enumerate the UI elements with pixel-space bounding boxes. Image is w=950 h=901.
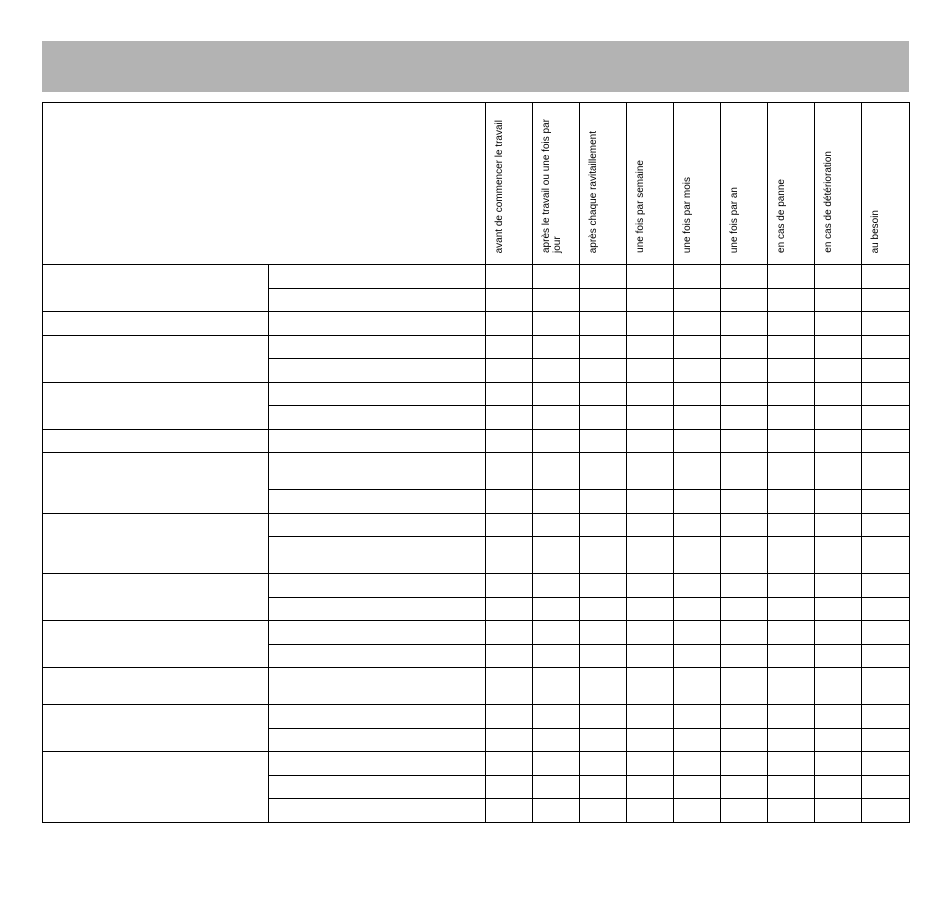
schedule-check-cell [815, 513, 862, 537]
schedule-check-cell [486, 752, 533, 776]
header-blank-cell [43, 103, 486, 265]
schedule-check-cell [533, 288, 580, 312]
schedule-check-cell [533, 728, 580, 752]
sub-item-cell [269, 537, 486, 574]
schedule-check-cell [580, 775, 627, 799]
schedule-check-cell [627, 288, 674, 312]
schedule-check-cell [580, 429, 627, 453]
schedule-check-cell [862, 288, 910, 312]
schedule-check-cell [862, 359, 910, 383]
schedule-check-cell [533, 597, 580, 621]
schedule-check-cell [862, 752, 910, 776]
schedule-check-cell [580, 453, 627, 490]
sub-item-cell [269, 705, 486, 729]
title-banner [42, 41, 909, 92]
schedule-check-cell [768, 359, 815, 383]
schedule-check-cell [486, 668, 533, 705]
sub-item-cell [269, 453, 486, 490]
schedule-check-cell [627, 668, 674, 705]
schedule-check-cell [721, 799, 768, 823]
schedule-check-cell [674, 728, 721, 752]
schedule-check-cell [768, 312, 815, 336]
schedule-check-cell [580, 265, 627, 289]
schedule-check-cell [815, 668, 862, 705]
item-group-cell [43, 752, 269, 823]
sub-item-cell [269, 359, 486, 383]
schedule-check-cell [721, 288, 768, 312]
schedule-check-cell [862, 799, 910, 823]
schedule-check-cell [815, 453, 862, 490]
schedule-check-cell [674, 429, 721, 453]
schedule-check-cell [580, 597, 627, 621]
schedule-check-cell [533, 513, 580, 537]
schedule-check-cell [862, 621, 910, 645]
column-header: après le travail ou une fois par jour [533, 103, 580, 265]
schedule-check-cell [533, 621, 580, 645]
schedule-check-cell [486, 705, 533, 729]
sub-item-cell [269, 513, 486, 537]
sub-item-cell [269, 382, 486, 406]
schedule-check-cell [486, 490, 533, 514]
schedule-check-cell [862, 312, 910, 336]
schedule-check-cell [815, 537, 862, 574]
schedule-check-cell [721, 644, 768, 668]
schedule-check-cell [768, 265, 815, 289]
table-row [43, 265, 910, 289]
item-group-cell [43, 312, 269, 336]
item-group-cell [43, 513, 269, 573]
schedule-check-cell [815, 597, 862, 621]
item-group-cell [43, 705, 269, 752]
sub-item-cell [269, 752, 486, 776]
schedule-check-cell [721, 705, 768, 729]
schedule-check-cell [533, 490, 580, 514]
schedule-check-cell [815, 490, 862, 514]
schedule-check-cell [486, 335, 533, 359]
schedule-check-cell [627, 752, 674, 776]
table-row [43, 752, 910, 776]
schedule-check-cell [486, 597, 533, 621]
sub-item-cell [269, 668, 486, 705]
header-row [43, 103, 910, 265]
schedule-check-cell [580, 574, 627, 598]
schedule-check-cell [862, 490, 910, 514]
schedule-check-cell [721, 312, 768, 336]
schedule-check-cell [533, 574, 580, 598]
schedule-check-cell [862, 705, 910, 729]
schedule-check-cell [580, 728, 627, 752]
schedule-check-cell [674, 621, 721, 645]
schedule-check-cell [768, 644, 815, 668]
schedule-check-cell [674, 265, 721, 289]
schedule-check-cell [815, 265, 862, 289]
schedule-check-cell [674, 406, 721, 430]
table-row [43, 574, 910, 598]
schedule-check-cell [533, 406, 580, 430]
schedule-check-cell [674, 359, 721, 383]
table-row [43, 382, 910, 406]
schedule-check-cell [721, 335, 768, 359]
item-group-cell [43, 382, 269, 429]
schedule-check-cell [486, 513, 533, 537]
schedule-check-cell [768, 752, 815, 776]
schedule-check-cell [862, 406, 910, 430]
schedule-check-cell [627, 490, 674, 514]
schedule-check-cell [627, 265, 674, 289]
schedule-check-cell [674, 335, 721, 359]
schedule-check-cell [627, 382, 674, 406]
schedule-check-cell [815, 382, 862, 406]
schedule-check-cell [486, 288, 533, 312]
item-group-cell [43, 621, 269, 668]
schedule-check-cell [815, 799, 862, 823]
schedule-check-cell [768, 537, 815, 574]
schedule-check-cell [768, 775, 815, 799]
schedule-check-cell [627, 621, 674, 645]
schedule-check-cell [768, 597, 815, 621]
schedule-check-cell [815, 429, 862, 453]
table-row [43, 453, 910, 490]
schedule-check-cell [768, 288, 815, 312]
schedule-check-cell [674, 453, 721, 490]
schedule-check-cell [721, 406, 768, 430]
schedule-check-cell [815, 752, 862, 776]
schedule-check-cell [674, 668, 721, 705]
schedule-check-cell [580, 490, 627, 514]
table-row [43, 312, 910, 336]
schedule-check-cell [674, 705, 721, 729]
schedule-check-cell [486, 312, 533, 336]
schedule-check-cell [862, 775, 910, 799]
schedule-check-cell [674, 574, 721, 598]
schedule-check-cell [486, 644, 533, 668]
sub-item-cell [269, 312, 486, 336]
schedule-check-cell [533, 799, 580, 823]
schedule-check-cell [627, 728, 674, 752]
item-group-cell [43, 429, 269, 453]
schedule-check-cell [862, 644, 910, 668]
schedule-check-cell [862, 728, 910, 752]
schedule-check-cell [627, 799, 674, 823]
schedule-check-cell [627, 429, 674, 453]
schedule-check-cell [815, 359, 862, 383]
item-group-cell [43, 668, 269, 705]
sub-item-cell [269, 597, 486, 621]
schedule-check-cell [768, 621, 815, 645]
schedule-check-cell [533, 775, 580, 799]
schedule-check-cell [486, 537, 533, 574]
table-row [43, 705, 910, 729]
maintenance-schedule-table [42, 102, 910, 823]
schedule-check-cell [721, 359, 768, 383]
schedule-check-cell [862, 597, 910, 621]
schedule-check-cell [580, 537, 627, 574]
schedule-check-cell [580, 668, 627, 705]
schedule-check-cell [580, 621, 627, 645]
schedule-check-cell [674, 312, 721, 336]
schedule-check-cell [533, 644, 580, 668]
schedule-check-cell [533, 312, 580, 336]
schedule-check-cell [627, 574, 674, 598]
schedule-check-cell [674, 537, 721, 574]
schedule-check-cell [674, 799, 721, 823]
schedule-check-cell [862, 265, 910, 289]
schedule-check-cell [815, 312, 862, 336]
schedule-check-cell [486, 775, 533, 799]
table-row [43, 513, 910, 537]
schedule-check-cell [486, 429, 533, 453]
schedule-check-cell [627, 406, 674, 430]
schedule-check-cell [721, 453, 768, 490]
schedule-check-cell [721, 621, 768, 645]
schedule-check-cell [486, 574, 533, 598]
table-row [43, 621, 910, 645]
schedule-check-cell [721, 752, 768, 776]
schedule-check-cell [486, 453, 533, 490]
schedule-check-cell [580, 644, 627, 668]
schedule-check-cell [674, 513, 721, 537]
schedule-check-cell [627, 312, 674, 336]
sub-item-cell [269, 490, 486, 514]
schedule-check-cell [815, 574, 862, 598]
schedule-check-cell [721, 382, 768, 406]
schedule-check-cell [862, 453, 910, 490]
schedule-check-cell [862, 382, 910, 406]
column-header: avant de commencer le travail [486, 103, 533, 265]
column-header: une fois par mois [674, 103, 721, 265]
schedule-check-cell [580, 406, 627, 430]
schedule-check-cell [533, 359, 580, 383]
schedule-check-cell [768, 335, 815, 359]
schedule-check-cell [627, 537, 674, 574]
schedule-check-cell [768, 799, 815, 823]
schedule-check-cell [580, 799, 627, 823]
sub-item-cell [269, 574, 486, 598]
table-row [43, 335, 910, 359]
schedule-check-cell [721, 537, 768, 574]
schedule-check-cell [862, 429, 910, 453]
schedule-check-cell [533, 265, 580, 289]
schedule-check-cell [533, 382, 580, 406]
column-header: après chaque ravitaillement [580, 103, 627, 265]
schedule-check-cell [721, 574, 768, 598]
schedule-check-cell [768, 513, 815, 537]
schedule-check-cell [627, 335, 674, 359]
schedule-check-cell [721, 597, 768, 621]
item-group-cell [43, 453, 269, 513]
schedule-check-cell [768, 453, 815, 490]
schedule-check-cell [815, 288, 862, 312]
table-row [43, 429, 910, 453]
sub-item-cell [269, 265, 486, 289]
schedule-check-cell [721, 265, 768, 289]
schedule-check-cell [768, 728, 815, 752]
item-group-cell [43, 335, 269, 382]
sub-item-cell [269, 335, 486, 359]
schedule-check-cell [486, 406, 533, 430]
schedule-check-cell [815, 705, 862, 729]
sub-item-cell [269, 406, 486, 430]
column-header: une fois par semaine [627, 103, 674, 265]
item-group-cell [43, 574, 269, 621]
schedule-check-cell [580, 288, 627, 312]
sub-item-cell [269, 799, 486, 823]
schedule-check-cell [627, 453, 674, 490]
schedule-check-cell [627, 597, 674, 621]
schedule-check-cell [721, 513, 768, 537]
schedule-check-cell [533, 668, 580, 705]
schedule-check-cell [815, 775, 862, 799]
column-header: en cas de détérioration [815, 103, 862, 265]
schedule-check-cell [580, 312, 627, 336]
schedule-check-cell [721, 775, 768, 799]
schedule-check-cell [768, 574, 815, 598]
schedule-check-cell [674, 288, 721, 312]
schedule-check-cell [486, 799, 533, 823]
schedule-check-cell [627, 644, 674, 668]
schedule-check-cell [862, 513, 910, 537]
schedule-check-cell [486, 382, 533, 406]
schedule-check-cell [815, 728, 862, 752]
schedule-check-cell [768, 429, 815, 453]
schedule-check-cell [627, 775, 674, 799]
schedule-check-cell [815, 406, 862, 430]
sub-item-cell [269, 644, 486, 668]
schedule-check-cell [627, 359, 674, 383]
schedule-check-cell [768, 406, 815, 430]
schedule-check-cell [533, 752, 580, 776]
sub-item-cell [269, 728, 486, 752]
schedule-check-cell [674, 382, 721, 406]
schedule-check-cell [768, 668, 815, 705]
schedule-check-cell [768, 490, 815, 514]
table-body [43, 265, 910, 823]
column-header: une fois par an [721, 103, 768, 265]
schedule-check-cell [721, 429, 768, 453]
schedule-check-cell [580, 335, 627, 359]
schedule-check-cell [862, 668, 910, 705]
column-header: en cas de panne [768, 103, 815, 265]
schedule-check-cell [674, 775, 721, 799]
schedule-check-cell [721, 668, 768, 705]
schedule-check-cell [674, 597, 721, 621]
schedule-check-cell [580, 752, 627, 776]
schedule-check-cell [815, 621, 862, 645]
schedule-check-cell [533, 429, 580, 453]
schedule-check-cell [815, 644, 862, 668]
table-row [43, 668, 910, 705]
schedule-check-cell [674, 490, 721, 514]
schedule-check-cell [674, 644, 721, 668]
sub-item-cell [269, 429, 486, 453]
schedule-check-cell [580, 705, 627, 729]
schedule-check-cell [862, 335, 910, 359]
schedule-check-cell [627, 513, 674, 537]
schedule-check-cell [768, 705, 815, 729]
schedule-check-cell [533, 335, 580, 359]
schedule-check-cell [580, 359, 627, 383]
schedule-check-cell [533, 705, 580, 729]
schedule-check-cell [721, 490, 768, 514]
schedule-check-cell [768, 382, 815, 406]
sub-item-cell [269, 775, 486, 799]
schedule-check-cell [486, 621, 533, 645]
schedule-check-cell [486, 359, 533, 383]
schedule-check-cell [862, 574, 910, 598]
schedule-check-cell [862, 537, 910, 574]
schedule-check-cell [486, 728, 533, 752]
schedule-check-cell [627, 705, 674, 729]
schedule-check-cell [533, 453, 580, 490]
schedule-check-cell [486, 265, 533, 289]
column-header: au besoin [862, 103, 910, 265]
schedule-check-cell [815, 335, 862, 359]
sub-item-cell [269, 288, 486, 312]
schedule-check-cell [674, 752, 721, 776]
sub-item-cell [269, 621, 486, 645]
schedule-check-cell [533, 537, 580, 574]
schedule-check-cell [580, 513, 627, 537]
item-group-cell [43, 265, 269, 312]
schedule-check-cell [721, 728, 768, 752]
schedule-check-cell [580, 382, 627, 406]
